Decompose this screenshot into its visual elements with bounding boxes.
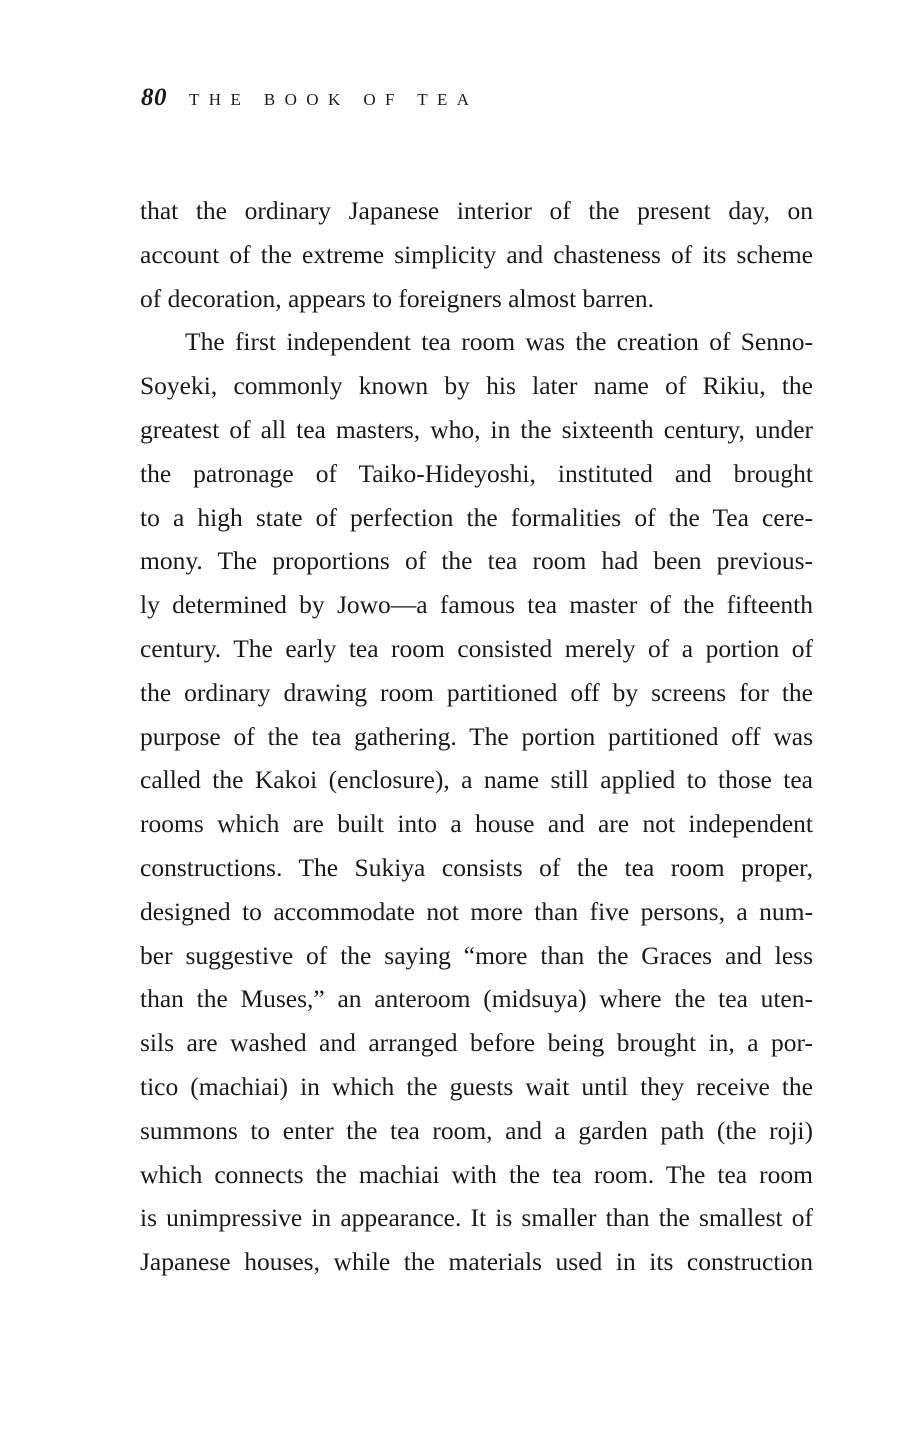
text-line: sils are washed and arranged before being brought in, a por- (140, 1028, 813, 1058)
text-line: ly determined by Jowo—a famous tea master of the fifteenth (140, 590, 813, 620)
text-line: designed to accommodate not more than five persons, a num- (140, 896, 813, 926)
text-line: than the Muses,” an anteroom (midsuya) where the tea uten- (140, 984, 813, 1014)
text-line: The first independent tea room was the creation of Senno- (185, 327, 813, 357)
text-line: to a high state of perfection the formalities of the Tea cere- (140, 502, 813, 532)
text-line: is unimpressive in appearance. It is smaller than the smallest of (140, 1203, 813, 1233)
text-line: tico (machiai) in which the guests wait until they receive the (140, 1071, 813, 1101)
body-text (140, 189, 813, 1284)
text-line: the ordinary drawing room partitioned off by screens for the (140, 677, 813, 707)
text-line: constructions. The Sukiya consists of the tea room proper, (140, 852, 813, 882)
text-line: Soyeki, commonly known by his later name of Rikiu, the (140, 371, 813, 401)
book-title: THE BOOK OF TEA (189, 90, 479, 109)
text-line: which connects the machiai with the tea room. The tea room (140, 1159, 813, 1189)
text-line: called the Kakoi (enclosure), a name still applied to those tea (140, 765, 813, 795)
text-line: century. The early tea room consisted merely of a portion of (140, 633, 813, 663)
text-line: of decoration, appears to foreigners almost barren. (140, 283, 655, 313)
text-line: account of the extreme simplicity and chasteness of its scheme (140, 239, 813, 269)
page-number: 80 (141, 84, 167, 111)
text-line: rooms which are built into a house and are not independent (140, 809, 813, 839)
running-head (141, 84, 478, 114)
text-line: Japanese houses, while the materials used in its construction (140, 1247, 813, 1277)
text-line: ber suggestive of the saying “more than the Graces and less (140, 940, 813, 970)
text-line: the patronage of Taiko-Hideyoshi, instituted and brought (140, 458, 813, 488)
text-line: that the ordinary Japanese interior of the present day, on (140, 196, 813, 225)
text-line: greatest of all tea masters, who, in the sixteenth century, under (140, 414, 813, 444)
text-line: purpose of the tea gathering. The portion partitioned off was (140, 721, 813, 751)
text-line: mony. The proportions of the tea room had been previous- (140, 546, 813, 576)
text-line: summons to enter the tea room, and a garden path (the roji) (140, 1115, 813, 1145)
